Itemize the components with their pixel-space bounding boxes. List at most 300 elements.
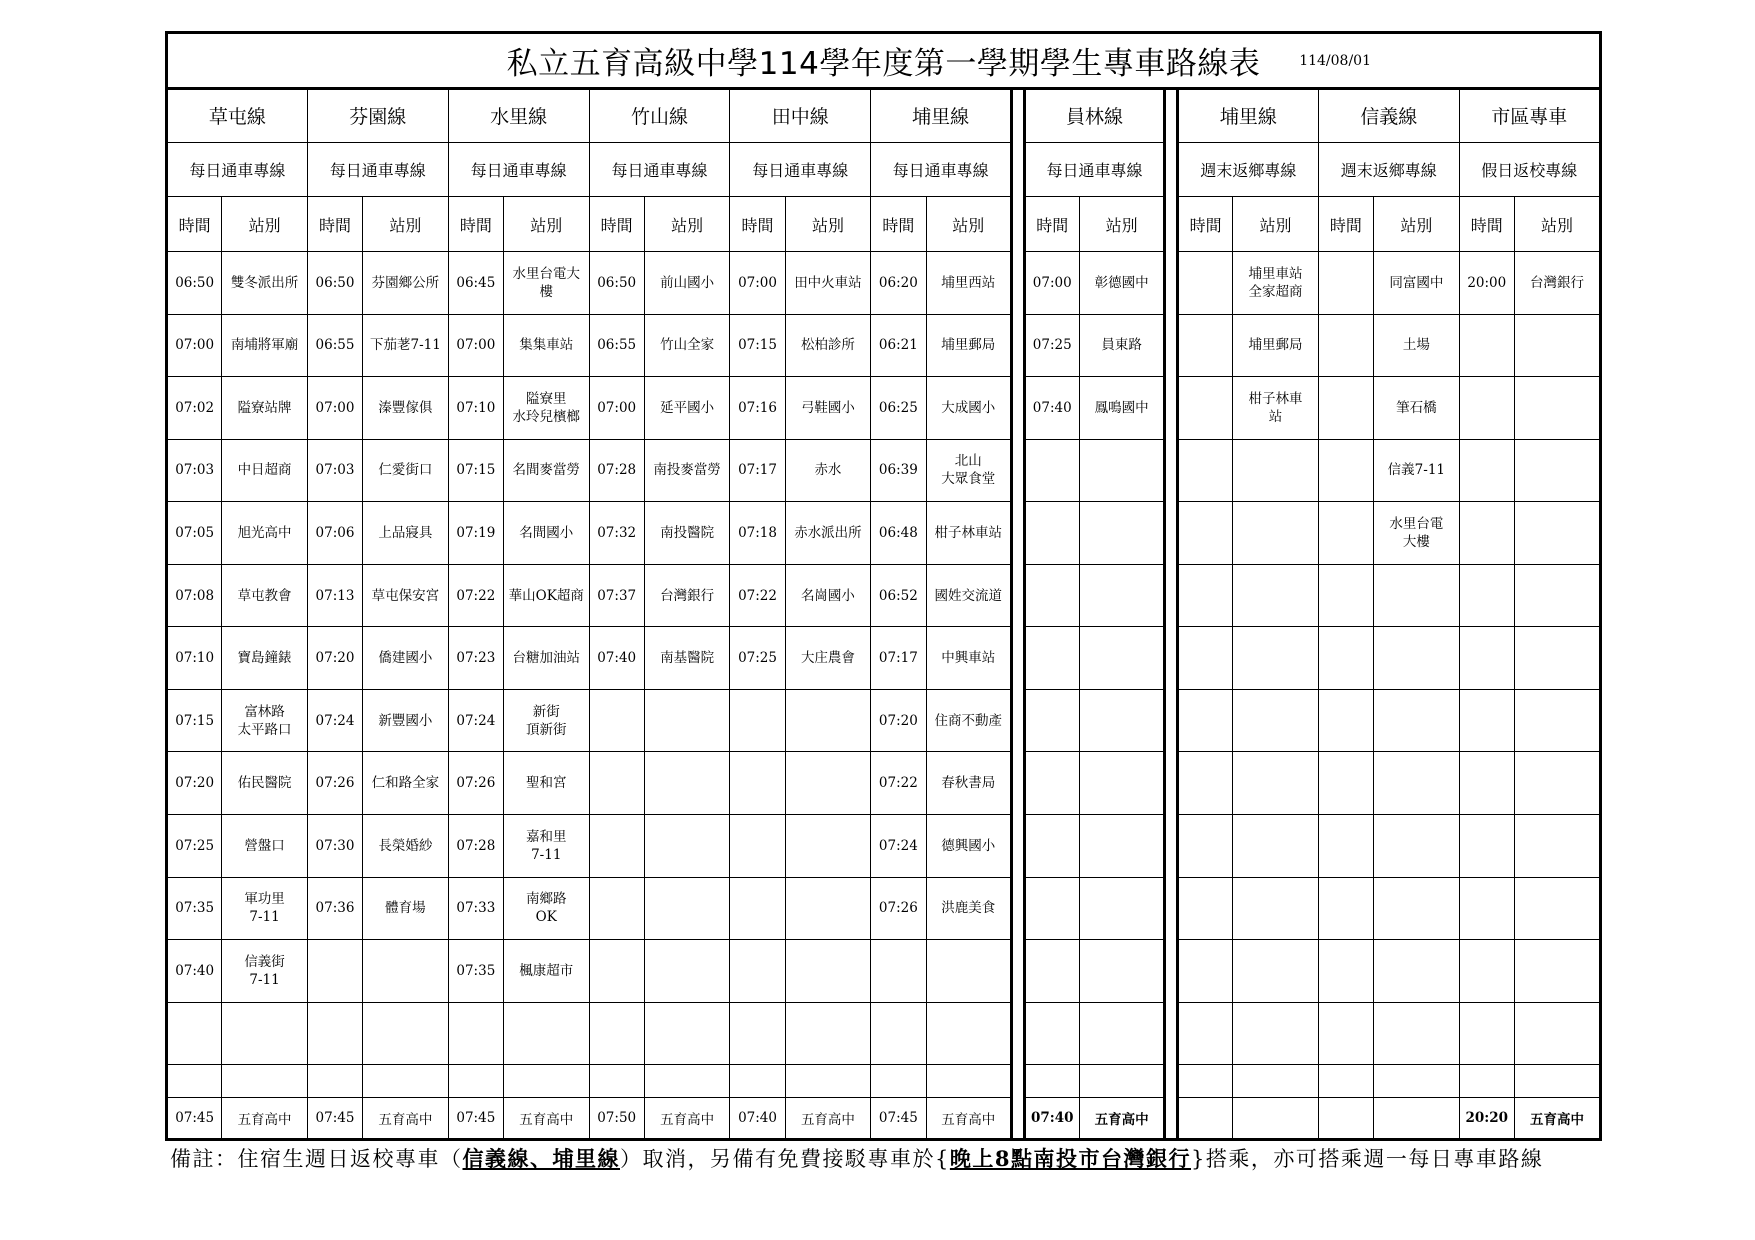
stop-name: 草屯教會 [222, 564, 308, 627]
departure-time [1459, 1002, 1514, 1065]
departure-time [1024, 689, 1079, 752]
line-name-0: 草屯線 [167, 88, 308, 142]
departure-time: 06:50 [167, 251, 222, 314]
stop-name [926, 940, 1012, 1003]
stop-name: 員東路 [1079, 314, 1165, 377]
arrival-time: 07:45 [307, 1097, 362, 1139]
stop-name: 中興車站 [926, 627, 1012, 690]
stop-name: 埔里西站 [926, 251, 1012, 314]
departure-time [1318, 1065, 1373, 1097]
departure-time: 07:20 [871, 689, 926, 752]
stop-name [1514, 940, 1600, 1003]
stop-name [785, 689, 871, 752]
section-divider [1012, 197, 1025, 251]
departure-time [1177, 627, 1232, 690]
line-type-7: 週末返鄉專線 [1177, 142, 1318, 196]
departure-time: 07:05 [167, 502, 222, 565]
section-divider [1012, 377, 1025, 440]
departure-time: 06:45 [448, 251, 503, 314]
departure-time: 07:25 [1024, 314, 1079, 377]
departure-time: 07:28 [448, 815, 503, 878]
departure-time: 07:15 [167, 689, 222, 752]
departure-time [1024, 1065, 1079, 1097]
departure-time [1318, 439, 1373, 502]
section-divider [1012, 142, 1025, 196]
departure-time [1024, 877, 1079, 940]
departure-time [1177, 564, 1232, 627]
stop-name [1514, 1065, 1600, 1097]
stop-name [1233, 752, 1319, 815]
section-divider [1012, 877, 1025, 940]
stop-name: 埔里郵局 [926, 314, 1012, 377]
stop-name: 旭光高中 [222, 502, 308, 565]
remark-note [170, 1142, 1600, 1176]
departure-time [1024, 502, 1079, 565]
departure-time [589, 940, 644, 1003]
stop-name [1374, 564, 1460, 627]
table-row [167, 815, 1601, 878]
stop-name: 嘉和里 7-11 [503, 815, 589, 878]
departure-time: 07:19 [448, 502, 503, 565]
departure-time [1318, 940, 1373, 1003]
departure-time [871, 940, 926, 1003]
stop-name [1079, 439, 1165, 502]
departure-time [730, 940, 785, 1003]
stop-name [1514, 815, 1600, 878]
stop-name: 田中火車站 [785, 251, 871, 314]
departure-time: 07:17 [871, 627, 926, 690]
departure-time: 06:21 [871, 314, 926, 377]
departure-time [1459, 377, 1514, 440]
arrival-time: 07:45 [871, 1097, 926, 1139]
stop-name: 南埔將軍廟 [222, 314, 308, 377]
table-row [167, 314, 1601, 377]
stop-name: 南投醫院 [644, 502, 730, 565]
departure-time: 07:00 [1024, 251, 1079, 314]
table-row [167, 377, 1601, 440]
stop-name: 佑民醫院 [222, 752, 308, 815]
departure-time: 07:10 [167, 627, 222, 690]
stop-name [1233, 689, 1319, 752]
stop-name [1079, 877, 1165, 940]
stop-name [1514, 502, 1600, 565]
section-divider [1165, 1002, 1178, 1065]
stop-name [222, 1002, 308, 1065]
stop-header: 站別 [644, 197, 730, 251]
stop-name [1374, 815, 1460, 878]
departure-time: 06:39 [871, 439, 926, 502]
departure-time [1177, 377, 1232, 440]
stop-name: 台灣銀行 [644, 564, 730, 627]
departure-time [1024, 564, 1079, 627]
stop-name [1514, 1002, 1600, 1065]
stop-name: 埔里車站 全家超商 [1233, 251, 1319, 314]
departure-time: 07:25 [167, 815, 222, 878]
stop-header: 站別 [1079, 197, 1165, 251]
departure-time: 07:20 [167, 752, 222, 815]
departure-time: 07:10 [448, 377, 503, 440]
departure-time [1024, 1002, 1079, 1065]
line-name-8: 信義線 [1318, 88, 1459, 142]
section-divider [1012, 314, 1025, 377]
line-name-7: 埔里線 [1177, 88, 1318, 142]
arrival-stop: 五育高中 [926, 1097, 1012, 1139]
departure-time [589, 1002, 644, 1065]
departure-time: 07:25 [730, 627, 785, 690]
table-row [167, 877, 1601, 940]
departure-time [1459, 752, 1514, 815]
departure-time [1318, 502, 1373, 565]
note-suffix: }搭乘，亦可搭乘週一每日專車路線 [1191, 1147, 1544, 1171]
line-name-5: 埔里線 [871, 88, 1012, 142]
departure-time: 07:16 [730, 377, 785, 440]
arrival-time: 07:40 [730, 1097, 785, 1139]
departure-time: 07:28 [589, 439, 644, 502]
section-divider [1012, 1002, 1025, 1065]
departure-time: 07:22 [730, 564, 785, 627]
stop-header: 站別 [785, 197, 871, 251]
arrival-stop: 五育高中 [363, 1097, 449, 1139]
stop-name [1233, 1002, 1319, 1065]
stop-name [644, 752, 730, 815]
stop-header: 站別 [503, 197, 589, 251]
section-divider [1165, 439, 1178, 502]
line-type-2: 每日通車專線 [448, 142, 589, 196]
note-highlight-lines: 信義線、埔里線 [462, 1146, 620, 1171]
line-type-4: 每日通車專線 [730, 142, 871, 196]
departure-time [1318, 815, 1373, 878]
departure-time [1177, 1065, 1232, 1097]
departure-time [1459, 439, 1514, 502]
time-header: 時間 [1459, 197, 1514, 251]
departure-time [1459, 314, 1514, 377]
stop-name: 赤水派出所 [785, 502, 871, 565]
stop-name [926, 1002, 1012, 1065]
departure-time [307, 1002, 362, 1065]
time-header: 時間 [307, 197, 362, 251]
section-divider [1165, 689, 1178, 752]
stop-name [1374, 940, 1460, 1003]
stop-name: 大成國小 [926, 377, 1012, 440]
departure-time: 07:24 [871, 815, 926, 878]
time-header: 時間 [167, 197, 222, 251]
departure-time [448, 1002, 503, 1065]
departure-time: 06:48 [871, 502, 926, 565]
departure-time [1024, 439, 1079, 502]
stop-name [1514, 314, 1600, 377]
stop-name [1514, 564, 1600, 627]
stop-name [1514, 377, 1600, 440]
departure-time [1459, 689, 1514, 752]
stop-name: 華山OK超商 [503, 564, 589, 627]
stop-name [363, 940, 449, 1003]
stop-name: 前山國小 [644, 251, 730, 314]
stop-header: 站別 [1233, 197, 1319, 251]
departure-time [1177, 439, 1232, 502]
table-row [167, 940, 1601, 1003]
departure-time: 07:22 [871, 752, 926, 815]
stop-name: 赤水 [785, 439, 871, 502]
stop-header: 站別 [222, 197, 308, 251]
section-divider [1165, 197, 1178, 251]
section-divider [1165, 251, 1178, 314]
stop-name [785, 1002, 871, 1065]
line-name-9: 市區專車 [1459, 88, 1600, 142]
departure-time: 07:15 [448, 439, 503, 502]
time-header: 時間 [1024, 197, 1079, 251]
section-divider [1165, 377, 1178, 440]
table-row [167, 752, 1601, 815]
arrival-time [1177, 1097, 1232, 1139]
departure-time [589, 752, 644, 815]
stop-name [1079, 502, 1165, 565]
stop-name [1233, 439, 1319, 502]
stop-name [1233, 877, 1319, 940]
time-header: 時間 [730, 197, 785, 251]
stop-name: 埔里郵局 [1233, 314, 1319, 377]
page-title: 私立五育高級中學114學年度第一學期學生專車路線表 [506, 45, 1261, 82]
departure-time [1318, 877, 1373, 940]
departure-time: 07:24 [307, 689, 362, 752]
section-divider [1165, 752, 1178, 815]
stop-name [1079, 627, 1165, 690]
stop-name [1079, 1065, 1165, 1097]
departure-time [1318, 251, 1373, 314]
stop-name: 楓康超市 [503, 940, 589, 1003]
line-name-3: 竹山線 [589, 88, 730, 142]
issue-date: 114/08/01 [1299, 53, 1371, 69]
stop-name [1233, 502, 1319, 565]
stop-name: 聖和宮 [503, 752, 589, 815]
stop-name [1079, 940, 1165, 1003]
stop-name: 新街 頂新街 [503, 689, 589, 752]
note-highlight-shuttle: 晚上8點南投市台灣銀行 [949, 1146, 1191, 1171]
departure-time: 07:02 [167, 377, 222, 440]
stop-name: 上品寢具 [363, 502, 449, 565]
departure-time [589, 1065, 644, 1097]
departure-time: 07:00 [307, 377, 362, 440]
stop-name: 中日超商 [222, 439, 308, 502]
stop-name: 大庄農會 [785, 627, 871, 690]
departure-time [730, 1002, 785, 1065]
stop-name [785, 1065, 871, 1097]
stop-name: 春秋書局 [926, 752, 1012, 815]
table-row [167, 1002, 1601, 1065]
departure-time: 07:00 [730, 251, 785, 314]
section-divider [1012, 1065, 1025, 1097]
stop-name [1374, 1065, 1460, 1097]
departure-time: 07:13 [307, 564, 362, 627]
stop-name: 住商不動產 [926, 689, 1012, 752]
stop-name [1514, 439, 1600, 502]
departure-time [1177, 314, 1232, 377]
stop-name: 南投麥當勞 [644, 439, 730, 502]
section-divider [1165, 877, 1178, 940]
stop-name [1079, 815, 1165, 878]
stop-name: 下茄荖7-11 [363, 314, 449, 377]
stop-name [222, 1065, 308, 1097]
departure-time [1024, 940, 1079, 1003]
departure-time: 06:50 [589, 251, 644, 314]
stop-name [363, 1002, 449, 1065]
line-name-1: 芬園線 [307, 88, 448, 142]
column-header-row [167, 197, 1601, 251]
table-row [167, 439, 1601, 502]
departure-time: 07:40 [167, 940, 222, 1003]
stop-name [503, 1065, 589, 1097]
departure-time: 07:30 [307, 815, 362, 878]
stop-name: 名間麥當勞 [503, 439, 589, 502]
stop-name: 隘寮里 水玲兒檳榔 [503, 377, 589, 440]
departure-time [1318, 689, 1373, 752]
stop-name: 台糖加油站 [503, 627, 589, 690]
stop-name [1233, 1065, 1319, 1097]
stop-name: 柑子林車站 [926, 502, 1012, 565]
departure-time [1318, 314, 1373, 377]
departure-time [1318, 1002, 1373, 1065]
arrival-stop [1233, 1097, 1319, 1139]
stop-name: 彰德國中 [1079, 251, 1165, 314]
time-header: 時間 [1177, 197, 1232, 251]
stop-name [1079, 1002, 1165, 1065]
arrival-time: 07:45 [167, 1097, 222, 1139]
stop-name: 水里台電 大樓 [1374, 502, 1460, 565]
stop-name: 水里台電大 樓 [503, 251, 589, 314]
stop-name: 延平國小 [644, 377, 730, 440]
departure-time [589, 815, 644, 878]
stop-name: 信義7-11 [1374, 439, 1460, 502]
arrival-time [1318, 1097, 1373, 1139]
departure-time [167, 1065, 222, 1097]
arrival-stop: 五育高中 [1514, 1097, 1600, 1139]
section-divider [1012, 439, 1025, 502]
stop-name [1374, 627, 1460, 690]
stop-name: 長榮婚紗 [363, 815, 449, 878]
departure-time [1318, 752, 1373, 815]
departure-time: 07:18 [730, 502, 785, 565]
stop-header: 站別 [363, 197, 449, 251]
stop-header: 站別 [926, 197, 1012, 251]
time-header: 時間 [1318, 197, 1373, 251]
departure-time [1459, 877, 1514, 940]
stop-name: 德興國小 [926, 815, 1012, 878]
table-row [167, 564, 1601, 627]
departure-time: 07:24 [448, 689, 503, 752]
section-divider [1012, 940, 1025, 1003]
arrival-stop: 五育高中 [644, 1097, 730, 1139]
departure-time: 07:15 [730, 314, 785, 377]
section-divider [1165, 142, 1178, 196]
section-divider [1165, 502, 1178, 565]
departure-time: 07:37 [589, 564, 644, 627]
stop-name: 寶島鐘錶 [222, 627, 308, 690]
departure-time: 20:00 [1459, 251, 1514, 314]
departure-time: 07:22 [448, 564, 503, 627]
stop-name [1233, 564, 1319, 627]
stop-name [1079, 689, 1165, 752]
stop-name [1514, 627, 1600, 690]
stop-name: 營盤口 [222, 815, 308, 878]
stop-name [644, 689, 730, 752]
departure-time [1024, 627, 1079, 690]
departure-time: 07:20 [307, 627, 362, 690]
table-row [167, 251, 1601, 314]
departure-time [1459, 1065, 1514, 1097]
stop-name: 集集車站 [503, 314, 589, 377]
section-divider [1012, 752, 1025, 815]
section-divider [1012, 815, 1025, 878]
note-prefix: 備註：住宿生週日返校專車（ [170, 1147, 463, 1171]
departure-time [730, 752, 785, 815]
stop-name [1514, 689, 1600, 752]
stop-name [785, 752, 871, 815]
stop-name: 名間國小 [503, 502, 589, 565]
departure-time: 07:23 [448, 627, 503, 690]
stop-name: 國姓交流道 [926, 564, 1012, 627]
line-type-5: 每日通車專線 [871, 142, 1012, 196]
arrival-row [167, 1097, 1601, 1139]
section-divider [1165, 88, 1178, 142]
section-divider [1165, 564, 1178, 627]
arrival-time: 07:40 [1024, 1097, 1079, 1139]
line-type-3: 每日通車專線 [589, 142, 730, 196]
stop-name [363, 1065, 449, 1097]
section-divider [1165, 815, 1178, 878]
stop-name: 僑建國小 [363, 627, 449, 690]
stop-name: 名崗國小 [785, 564, 871, 627]
departure-time: 06:55 [307, 314, 362, 377]
departure-time [1318, 377, 1373, 440]
stop-header: 站別 [1514, 197, 1600, 251]
table-row [167, 627, 1601, 690]
departure-time: 07:35 [448, 940, 503, 1003]
departure-time [1459, 815, 1514, 878]
stop-name [1514, 752, 1600, 815]
departure-time: 07:00 [589, 377, 644, 440]
stop-name: 軍功里 7-11 [222, 877, 308, 940]
line-type-1: 每日通車專線 [307, 142, 448, 196]
line-type-9: 假日返校專線 [1459, 142, 1600, 196]
departure-time: 07:26 [871, 877, 926, 940]
stop-name [644, 815, 730, 878]
departure-time [1318, 564, 1373, 627]
section-divider [1012, 502, 1025, 565]
departure-time: 06:55 [589, 314, 644, 377]
stop-name [1233, 815, 1319, 878]
stop-name: 台灣銀行 [1514, 251, 1600, 314]
table-row [167, 689, 1601, 752]
stop-name [1514, 877, 1600, 940]
stop-name [1374, 1002, 1460, 1065]
time-header: 時間 [589, 197, 644, 251]
stop-name: 仁和路全家 [363, 752, 449, 815]
departure-time [871, 1002, 926, 1065]
departure-time: 07:36 [307, 877, 362, 940]
departure-time [307, 940, 362, 1003]
stop-name: 松柏診所 [785, 314, 871, 377]
departure-time [589, 877, 644, 940]
stop-name: 溱豐傢俱 [363, 377, 449, 440]
departure-time: 06:52 [871, 564, 926, 627]
stop-name [785, 877, 871, 940]
stop-name: 富林路 太平路口 [222, 689, 308, 752]
stop-name [644, 940, 730, 1003]
time-header: 時間 [871, 197, 926, 251]
stop-name [644, 1065, 730, 1097]
departure-time [730, 877, 785, 940]
departure-time: 07:40 [1024, 377, 1079, 440]
stop-name: 信義街 7-11 [222, 940, 308, 1003]
